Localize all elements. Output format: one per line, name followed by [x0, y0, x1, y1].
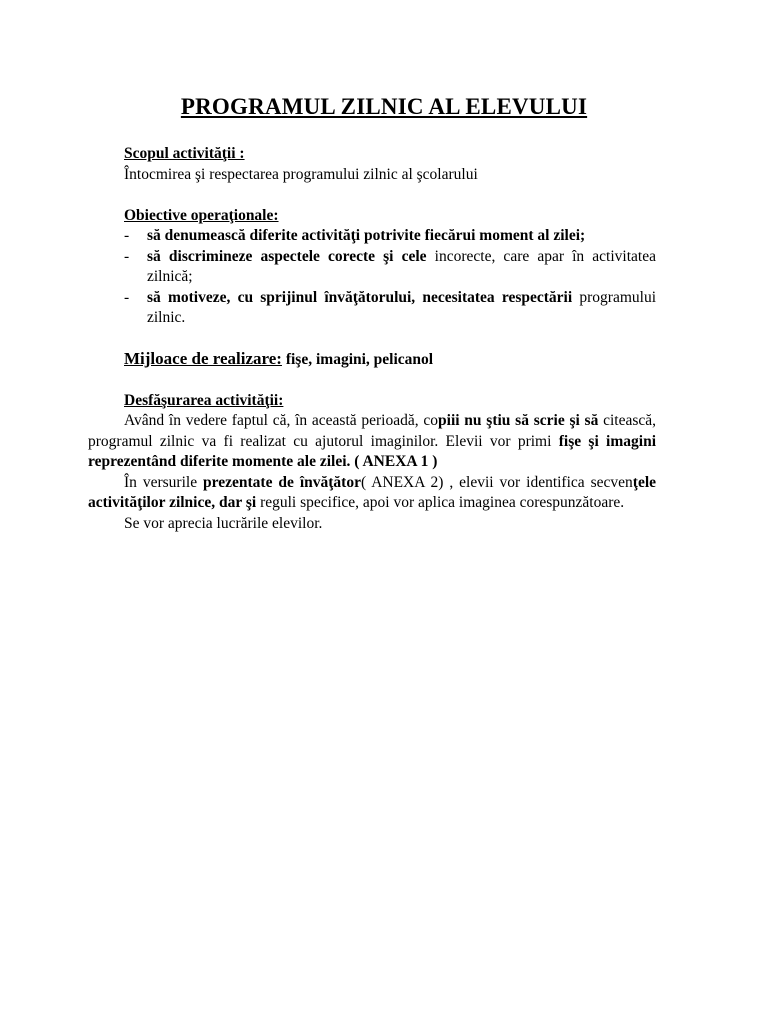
desfasurare-body: [88, 411, 656, 534]
obiectiv-item-1: - să denumească diferite activităţi potrivite fiecărui moment al zilei;: [88, 226, 656, 247]
obiectiv-item-2: - să discrimineze aspectele corecte şi cele incorecte, care apar în activitatea zilnică;: [124, 247, 656, 285]
document-body: [88, 144, 656, 412]
paragraph-2: În versurile prezentate de învăţător( ANEXA 2) , elevii vor identifica secvenţele activităţilor zilnice, dar şi reguli specifice, apoi vor aplica imaginea corespunzătoare.: [88, 473, 657, 511]
mijloace-line: [124, 349, 656, 371]
mijloace-heading: Mijloace de realizare:: [124, 349, 282, 368]
bullet-dash: -: [124, 247, 130, 265]
bullet-dash: -: [124, 288, 130, 306]
obiective-heading: Obiective operaţionale:: [124, 206, 279, 224]
desfasurare-heading: Desfăşurarea activităţii:: [124, 392, 284, 409]
paragraph-3: Se vor aprecia lucrările elevilor.: [124, 514, 323, 532]
page-title: PROGRAMUL ZILNIC AL ELEVULUI: [180, 94, 588, 119]
bullet-dash: -: [124, 227, 130, 244]
obiectiv-item-3: - să motiveze, cu sprijinul învăţătorului, necesitatea respectării programului zilnic.: [124, 288, 657, 326]
scop-text: Întocmirea şi respectarea programului zilnic al şcolarului: [124, 165, 478, 183]
mijloace-text: fişe, imagini, pelicanol: [281, 351, 434, 368]
paragraph-1: Având în vedere faptul că, în această perioadă, copiii nu ştiu să scrie şi să citească, programul zilnic va fi realizat cu ajutorul imaginilor. Elevii vor primi fişe şi imagini reprezentând diferite momente ale zilei. ( ANEXA 1 ): [88, 412, 657, 470]
scop-heading: Scopul activităţii :: [124, 145, 245, 162]
